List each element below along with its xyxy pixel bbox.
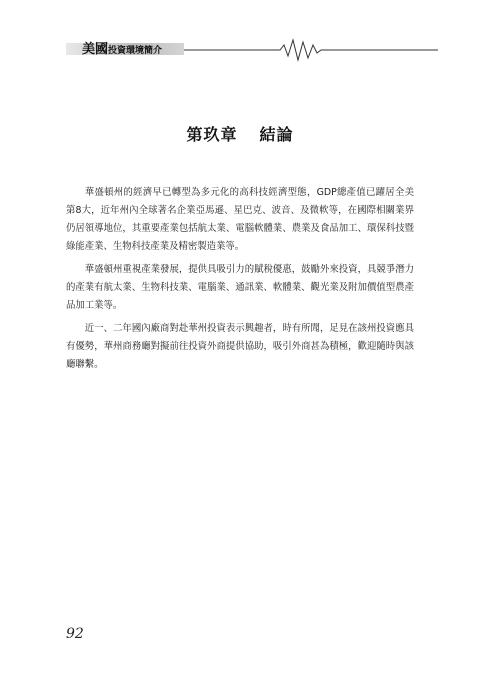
chapter-body — [66, 184, 414, 379]
chapter-number: 第玖章 — [186, 125, 238, 144]
header-title-main: 美國 — [82, 42, 109, 57]
paragraph-3: 近一、二年國內廠商對赴華州投資表示興趣者，時有所聞，足見在該州投資應具有優勢，華州商務廳對擬前往投資外商提供協助，吸引外商甚為積極，歡迎隨時與該廳聯繫。 — [66, 323, 414, 370]
header-pulse-line — [184, 37, 438, 63]
paragraph-2: 華盛頓州重視產業發展，提供具吸引力的賦稅優惠，鼓勵外來投資，具競爭潛力的產業有航太業、生物科技業、電腦業、通訊業、軟體業、觀光業及附加價值型農產品加工業等。 — [66, 264, 414, 311]
header-title — [82, 40, 162, 59]
running-header — [66, 37, 438, 65]
chapter-name: 結論 — [259, 125, 294, 144]
chapter-title — [0, 122, 480, 145]
header-title-sub: 投資環境簡介 — [108, 46, 163, 56]
paragraph-1: 華盛頓州的經濟早已轉型為多元化的高科技經濟型態，GDP總產值已躍居全美第8大，近年州內全球著名企業亞馬遜、星巴克、波音、及微軟等，在國際相關業界仍居領導地位，其重要產業包括航太業、電腦軟體業、農業及食品加工、環保科技暨綠能產業、生物科技產業及精密製造業等。 — [66, 187, 414, 252]
page-number: 92 — [66, 626, 84, 642]
